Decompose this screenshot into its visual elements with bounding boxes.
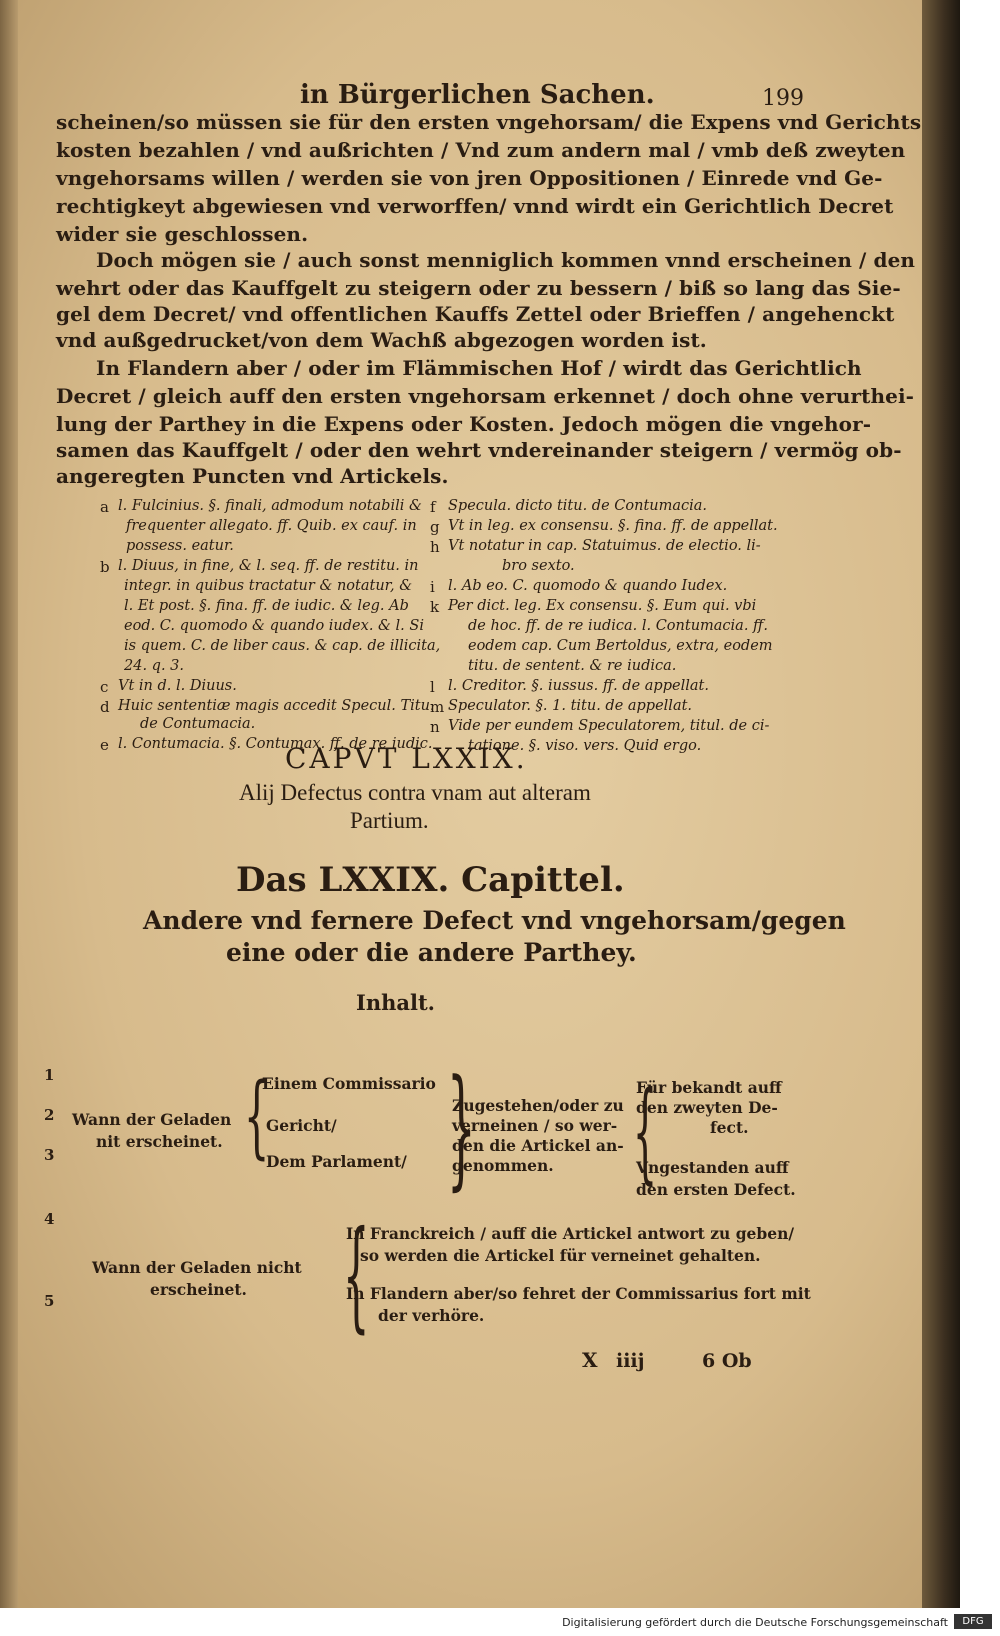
signature-number: iiij [616,1350,645,1372]
dfg-logo: DFG [954,1614,992,1629]
chapter-german-subtitle: Andere vnd fernere Defect vnd vngehorsam/gegen [143,906,846,935]
footnote-line: l. Fulcinius. §. finali, admodum notabili & [118,498,422,514]
footnote-line: Vide per eundem Speculatorem, titul. de ci- [448,718,770,734]
chapter-latin-subtitle: Alij Defectus contra vnam aut alteram [239,780,591,805]
footnote-line: integr. in quibus tractatur & notatur, & [124,578,413,594]
row-number: 2 [44,1106,55,1124]
footnote-line: Vt notatur in cap. Statuimus. de electio. li- [448,538,761,554]
footnote-mark: f [430,498,436,516]
footnote-line: eodem cap. Cum Bertoldus, extra, eodem [468,638,773,654]
table-cell: so werden die Artickel für verneinet gehalten. [360,1246,761,1265]
table-cell: den ersten Defect. [636,1180,796,1199]
footnote-line: Vt in d. l. Diuus. [118,678,237,694]
footnote-mark: g [430,518,440,536]
chapter-german-subtitle: eine oder die andere Parthey. [226,938,637,967]
footnote-line: possess. eatur. [126,538,234,554]
body-line: samen das Kauffgelt / oder den wehrt vndereinander steigern / vermög ob- [56,438,902,462]
footnote-line: titu. de sentent. & re iudica. [468,658,677,674]
body-line: lung der Parthey in die Expens oder Kosten. Jedoch mögen die vngehor- [56,412,872,436]
table-cell: Vngestanden auff [636,1158,789,1177]
footnote-line: Huic sententiæ magis accedit Specul. Titu. [118,698,435,714]
row-number: 1 [44,1066,55,1084]
footnote-line: l. Contumacia. §. Contumax. ff. de re iudic. [118,736,433,752]
table-cell: fect. [710,1118,749,1137]
body-line: In Flandern aber / oder im Flämmischen Hof / wirdt das Gerichtlich [96,356,862,380]
table-cell: In Franckreich / auff die Artickel antwort zu geben/ [346,1224,795,1243]
table-cell: genommen. [452,1156,554,1175]
body-line: gel dem Decret/ vnd offentlichen Kauffs Zettel oder Brieffen / angehenckt [56,302,895,326]
table-lead: nit erscheinet. [96,1132,223,1151]
footnote-line: l. Creditor. §. iussus. ff. de appellat. [448,678,709,694]
table-cell: der verhöre. [378,1306,485,1325]
table-cell: In Flandern aber/so fehret der Commissarius fort mit [346,1284,811,1303]
catchword: 6 Ob [702,1350,752,1372]
body-line: kosten bezahlen / vnd außrichten / Vnd zum andern mal / vmb deß zweyten [56,138,906,162]
footnote-line: Per dict. leg. Ex consensu. §. Eum qui. vbi [448,598,757,614]
table-lead: Wann der Geladen [72,1110,232,1129]
body-line: vngehorsams willen / werden sie von jren Oppositionen / Einrede vnd Ge- [56,166,883,190]
footnote-mark: m [430,698,445,716]
table-cell: Einem Commissario [262,1074,436,1093]
running-title: in Bürgerlichen Sachen. [300,80,655,110]
body-line: Decret / gleich auff den ersten vngehorsam erkennet / doch ohne verurthei- [56,384,915,408]
body-line: angeregten Puncten vnd Artickels. [56,464,449,488]
table-cell: verneinen / so wer- [452,1116,618,1135]
footnote-mark: e [100,736,109,754]
table-cell: den die Artickel an- [452,1136,624,1155]
table-cell: Für bekandt auff [636,1078,782,1097]
footnote-mark: n [430,718,440,736]
table-lead: erscheinet. [150,1280,247,1299]
body-line: wider sie geschlossen. [56,222,309,246]
footer-credit: Digitalisierung gefördert durch die Deutsche Forschungsgemeinschaft [562,1616,948,1629]
footnote-line: de hoc. ff. de re iudica. l. Contumacia. ff. [468,618,768,634]
footnote-mark: l [430,678,435,696]
page-number: 199 [762,86,804,111]
footnote-line: l. Diuus, in fine, & l. seq. ff. de restitu. in [118,558,419,574]
body-line: wehrt oder das Kauffgelt zu steigern oder zu bessern / biß so lang das Sie- [56,276,901,300]
row-number: 3 [44,1146,55,1164]
chapter-latin-subtitle: Partium. [350,808,429,833]
table-lead: Wann der Geladen nicht [92,1258,302,1277]
footnote-mark: k [430,598,440,616]
footnote-line: de Contumacia. [140,716,256,732]
table-cell: Zugestehen/oder zu [452,1096,624,1115]
book-spine [922,0,960,1608]
footnote-line: tatione. §. viso. vers. Quid ergo. [468,738,702,754]
footnote-line: eod. C. quomodo & quando iudex. & l. Si [124,618,424,634]
row-number: 4 [44,1210,55,1228]
brace: { [243,1064,270,1169]
footnote-mark: h [430,538,440,556]
footnote-mark: b [100,558,110,576]
chapter-caput: CAPVT LXXIX. [285,742,528,775]
footnote-line: Vt in leg. ex consensu. §. fina. ff. de appellat. [448,518,778,534]
body-line: Doch mögen sie / auch sonst menniglich kommen vnnd erscheinen / den [96,248,916,272]
footnote-line: bro sexto. [502,558,575,574]
brace: { [632,1067,658,1195]
footnote-mark: i [430,578,435,596]
body-line: scheinen/so müssen sie für den ersten vngehorsam/ die Expens vnd Gerichts [56,110,922,134]
table-cell: den zweyten De- [636,1098,778,1117]
footnote-line: is quem. C. de liber caus. & cap. de illicita, [124,638,441,654]
brace: { [342,1206,370,1345]
footnote-line: Speculator. §. 1. titu. de appellat. [448,698,693,714]
footnote-line: 24. q. 3. [124,658,185,674]
footnote-line: l. Et post. §. fina. ff. de iudic. & leg. Ab [124,598,409,614]
footnote-mark: d [100,698,110,716]
body-line: rechtigkeyt abgewiesen vnd verworffen/ vnnd wirdt ein Gerichtlich Decret [56,194,894,218]
chapter-german-heading: Das LXXIX. Capittel. [236,860,625,900]
footnote-line: Specula. dicto titu. de Contumacia. [448,498,708,514]
footnote-mark: c [100,678,109,696]
footnote-line: frequenter allegato. ff. Quib. ex cauf. in [126,518,417,534]
signature-mark: X [582,1348,598,1372]
body-line: vnd außgedrucket/von dem Wachß abgezogen worden ist. [56,328,707,352]
footnote-line: l. Ab eo. C. quomodo & quando Iudex. [448,578,728,594]
table-cell: Gericht/ [266,1116,337,1135]
inhalt-heading: Inhalt. [356,990,435,1015]
footnote-mark: a [100,498,109,516]
brace: } [446,1051,476,1203]
row-number: 5 [44,1292,55,1310]
page-edge-shadow [0,0,18,1608]
table-cell: Dem Parlament/ [266,1152,407,1171]
